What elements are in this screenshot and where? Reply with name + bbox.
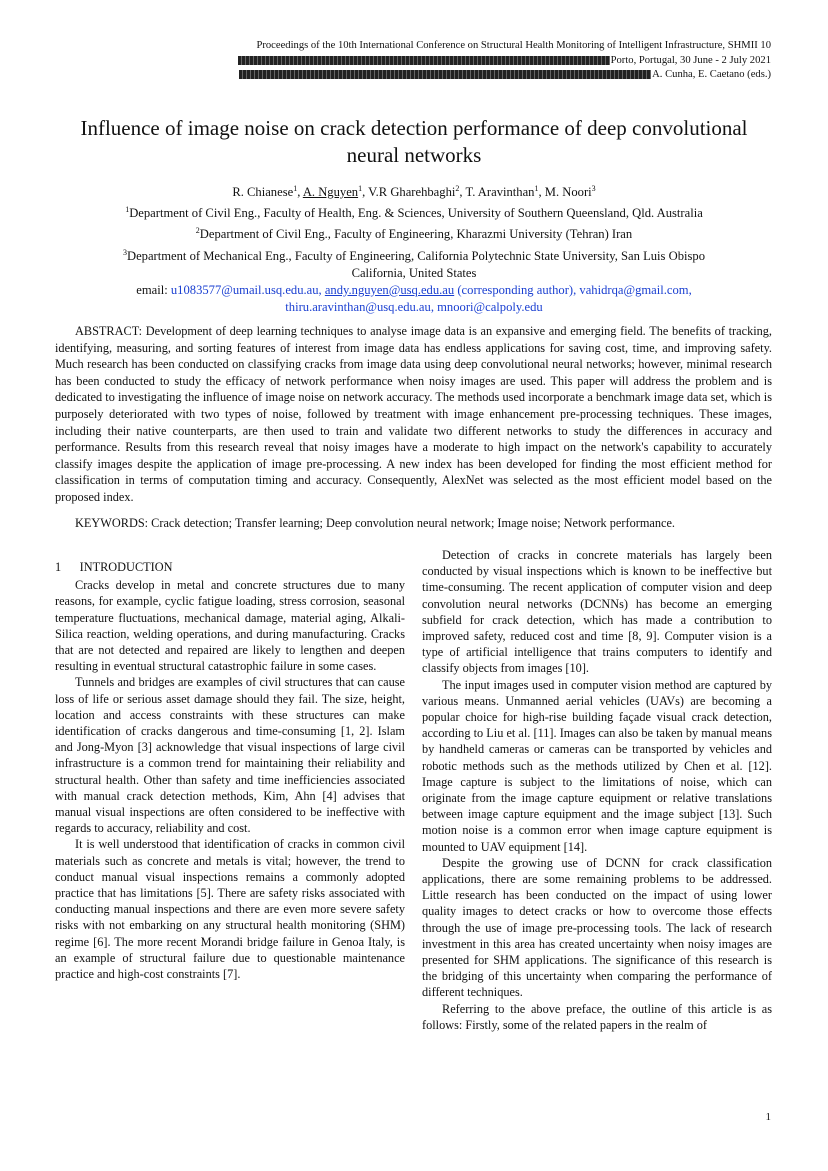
abstract: ABSTRACT: Development of deep learning techniques to analyse image data is an expansive and emerging field. The benefits of tracking, identifying, measuring, and sorting features of interest from image data has endless applications for saving cost, time, and improving safety. Much research has been conducted on classifying cracks from image data using deep convolutional neural networks; however, minimal research has been conducted to study the efficacy of network performance when noisy images are used. This paper will address the problem and is dedicated to investigating the influence of image noise on network accuracy. The methods used incorporate a benchmark image data set, which is purposely deteriorated with two types of noise, followed by treatment with image enhancement pre-processing techniques. These images, including their native counterparts, are then used to train and validate two different networks to study the differences in accuracy and performance. Results from this research reveal that noisy images have a moderate to high impact on the network's capability to accurately classify images despite the application of image pre-processing. A new index has been developed for finding the most efficient method for classification in terms of computation timing and accuracy. Consequently, AlexNet was selected as the most efficient model based on the proposed index. <box>55 324 772 504</box>
affiliation-3: $^3$Department of Mechanical Eng., Faculty of Engineering, California Polytechnic State University, San Luis Obispo <box>122 247 705 263</box>
paragraph: It is well understood that identification of cracks in common civil materials such as concrete and metals is vital; however, the trend to conduct manual visual inspections remains a commonly adopted practice that has limitations [5]. There are safety risks associated with conducting manual inspections and there are even more severe safety risks with not embarking on any structural health monitoring (SHM) regime [6]. The more recent Morandi bridge failure in Genoa Italy, is an example of structural failure due to questionable maintenance practice and high-cost constraints [7]. <box>55 837 405 982</box>
paragraph: Tunnels and bridges are examples of civil structures that can cause loss of life or serious asset damage should they fail. The size, height, location and access constraints with these structures can make identification of cracks dangerous and time-consuming [1, 2]. Islam and Jong-Myon [3] acknowledge that visual inspections of large civil infrastructure is a common trend for maintaining their reliability and structural health. Other than safety and time inefficiencies associated with manual crack detection methods, Kim, Ahn [4] advises that manual visual inspections are often considered to be ineffective with regards to accuracy, reliability and cost. <box>55 675 405 836</box>
affiliation-1: $^1$Department of Civil Eng., Faculty of Health, Eng. & Sciences, University of Southern Queensland, Qld. Australia <box>125 205 703 221</box>
left-column <box>55 547 405 982</box>
paragraph: Detection of cracks in concrete materials has largely been conducted by visual inspections which is known to be ineffective but time-consuming. The recent application of computer vision and deep convolution neural networks (DCNNs) has become an emerging subfield for crack detection, which has made a contribution to improved safety, reduced cost and time [8, 9]. Computer vision is a type of artificial intelligence that trains computers to identify and classify objects from images [10]. <box>422 548 772 676</box>
email-link[interactable]: andy.nguyen@usq.edu.au <box>324 282 455 297</box>
keywords: KEYWORDS: Crack detection; Transfer learning; Deep convolution neural network; Image noise; Network performance. <box>75 516 675 530</box>
right-column <box>422 547 772 1033</box>
author-list: R. Chianese$^1$, A. Nguyen$^1$, V.R Gharehbaghi$^2$, T. Aravinthan$^1$, M. Noori$^3$ <box>232 184 596 200</box>
paragraph: Despite the growing use of DCNN for crack classification applications, there are some remaining problems to be addressed. Little research has been conducted on the impact of using lower quality images to detect cracks or how to overcome those effects through the use of image pre-processing tools. The lack of research investment in this area has created uncertainty when noisy images are presented for SHM applications. The significance of this research is the bridging of this uncertainty when comparing the performance of different techniques. <box>422 855 772 1000</box>
redacted-block <box>238 56 610 65</box>
header-line-1: Proceedings of the 10th International Conference on Structural Health Monitoring of Intelligent Infrastructure, SHMII 10 <box>256 40 771 51</box>
paragraph: Cracks develop in metal and concrete structures due to many reasons, for example, cyclic fatigue loading, stress corrosion, seasonal temperature fluctuations, mechanical damage, material aging, Alkali-Silica reaction, welding operations, and during manufacturing. Cracks that are not detected and repaired are likely to lengthen and deepen resulting in eventual structural catastrophic failure in some cases. <box>55 578 405 674</box>
redacted-block <box>239 70 651 79</box>
author-block <box>60 180 768 316</box>
email-link[interactable]: u1083577@umail.usq.edu.au, <box>170 282 322 297</box>
paragraph: Referring to the above preface, the outline of this article is as follows: Firstly, some of the related papers in the realm of <box>422 1001 772 1032</box>
conference-header <box>171 39 771 83</box>
header-line-3: A. Cunha, E. Caetano (eds.) <box>171 68 771 83</box>
header-line-2: Porto, Portugal, 30 June - 2 July 2021 <box>171 54 771 69</box>
email-line-2 <box>60 299 768 316</box>
email-line: email: u1083577@umail.usq.edu.au, andy.nguyen@usq.edu.au (corresponding author), vahidrqa@gmail.com, <box>136 282 692 297</box>
page-number: 1 <box>765 1111 771 1123</box>
affiliation-3-cont: California, United States <box>351 265 477 280</box>
paragraph: The input images used in computer vision method are captured by various means. Unmanned aerial vehicles (UAVs) are becoming a popular choice for high-rise building façade visual crack detection, according to Liu et al. [11]. Images can also be taken by manual means by handheld cameras or cameras can be transported by vehicles and robotic methods such as the methods utilized by Chen et al. [12]. Image capture is subject to the limitations of noise, which can originate from the image capture equipment or relative translations between image capture equipment and the image subject [13]. Such motion noise is a common error when image capture equipment is mounted to UAV equipment [14]. <box>422 677 772 854</box>
email-link[interactable]: vahidrqa@gmail.com, <box>579 282 692 297</box>
affiliation-2: $^2$Department of Civil Eng., Faculty of Engineering, Kharazmi University (Tehran) Iran <box>195 226 633 242</box>
section-heading: 1 INTRODUCTION <box>55 560 173 574</box>
paper-title: Influence of image noise on crack detection performance of deep convolutional neural networks <box>80 116 748 167</box>
email-link[interactable]: thiru.aravinthan@usq.edu.au, <box>285 299 434 314</box>
email-link[interactable]: mnoori@calpoly.edu <box>437 299 543 314</box>
